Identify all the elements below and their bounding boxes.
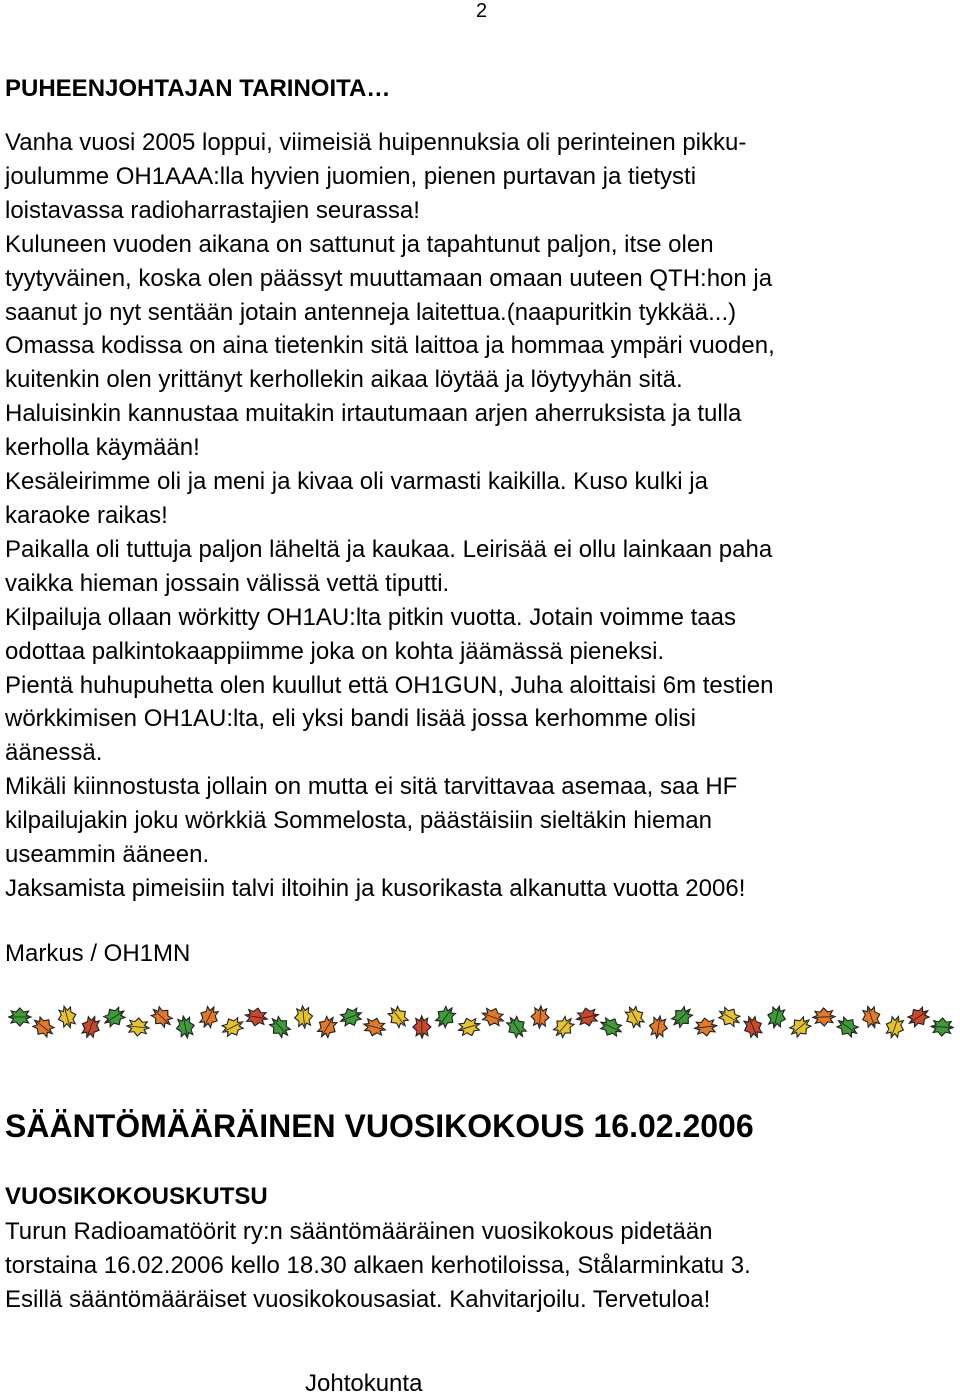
chair-story-line: useammin ääneen. [5, 838, 955, 872]
chair-story-line: Pientä huhupuhetta olen kuullut että OH1GUN, Juha aloittaisi 6m testien [5, 669, 955, 703]
chair-story-line: wörkkimisen OH1AU:lta, eli yksi bandi lisää jossa kerhomme olisi [5, 702, 955, 736]
chair-story-line: odottaa palkintokaappiimme joka on kohta jäämässä pieneksi. [5, 635, 955, 669]
page-number: 2 [476, 0, 487, 22]
chair-story-line: Kuluneen vuoden aikana on sattunut ja tapahtunut paljon, itse olen [5, 228, 955, 262]
chair-story-line: Mikäli kiinnostusta jollain on mutta ei sitä tarvittavaa asemaa, saa HF [5, 770, 955, 804]
chair-story-line: Paikalla oli tuttuja paljon läheltä ja kaukaa. Leirisää ei ollu lainkaan paha [5, 533, 955, 567]
meeting-invitation-line: torstaina 16.02.2006 kello 18.30 alkaen kerhotiloissa, Stålarminkatu 3. [5, 1249, 955, 1283]
meeting-title: SÄÄNTÖMÄÄRÄINEN VUOSIKOKOUS 16.02.2006 [5, 1104, 754, 1148]
meeting-invitation-line: Turun Radioamatöörit ry:n sääntömääräinen vuosikokous pidetään [5, 1215, 955, 1249]
chair-story-line: joulumme OH1AAA:lla hyvien juomien, pienen purtavan ja tietysti [5, 160, 955, 194]
chair-story-line: karaoke raikas! [5, 499, 955, 533]
chair-story-line: äänessä. [5, 736, 955, 770]
chair-story-line: saanut jo nyt sentään jotain antenneja laitettua.(naapuritkin tykkää...) [5, 296, 955, 330]
chair-story-line: kerholla käymään! [5, 431, 955, 465]
chair-story-line: vaikka hieman jossain välissä vettä tiputti. [5, 567, 955, 601]
chair-story-line: Vanha vuosi 2005 loppui, viimeisiä huipennuksia oli perinteinen pikku- [5, 126, 955, 160]
chair-story-title: PUHEENJOHTAJAN TARINOITA… [5, 74, 390, 104]
chair-story-line: Jaksamista pimeisiin talvi iltoihin ja kusorikasta alkanutta vuotta 2006! [5, 872, 955, 906]
chair-story-line: Omassa kodissa on aina tietenkin sitä laittoa ja hommaa ympäri vuoden, [5, 329, 955, 363]
chair-story-line: kuitenkin olen yrittänyt kerhollekin aikaa löytää ja löytyyhän sitä. [5, 363, 955, 397]
chair-story-line: Haluisinkin kannustaa muitakin irtautumaan arjen aherruksista ja tulla [5, 397, 955, 431]
chair-story-signature: Markus / OH1MN [5, 937, 190, 971]
chair-story-line: Kesäleirimme oli ja meni ja kivaa oli varmasti kaikilla. Kuso kulki ja [5, 465, 955, 499]
meeting-invitation-subtitle: VUOSIKOKOUSKUTSU [5, 1180, 268, 1214]
chair-story-line: kilpailujakin joku wörkkiä Sommelosta, päästäisiin sieltäkin hieman [5, 804, 955, 838]
chair-story-line: loistavassa radioharrastajien seurassa! [5, 194, 955, 228]
meeting-invitation-body [5, 1215, 955, 1317]
chair-story-line: Kilpailuja ollaan wörkitty OH1AU:lta pitkin vuotta. Jotain voimme taas [5, 601, 955, 635]
chair-story-body [5, 126, 955, 906]
meeting-invitation-line: Esillä sääntömääräiset vuosikokousasiat. Kahvitarjoilu. Tervetuloa! [5, 1283, 955, 1317]
meeting-signature: Johtokunta [305, 1367, 422, 1400]
chair-story-line: tyytyväinen, koska olen päässyt muuttamaan omaan uuteen QTH:hon ja [5, 262, 955, 296]
autumn-leaf-border-icon [8, 1000, 954, 1044]
